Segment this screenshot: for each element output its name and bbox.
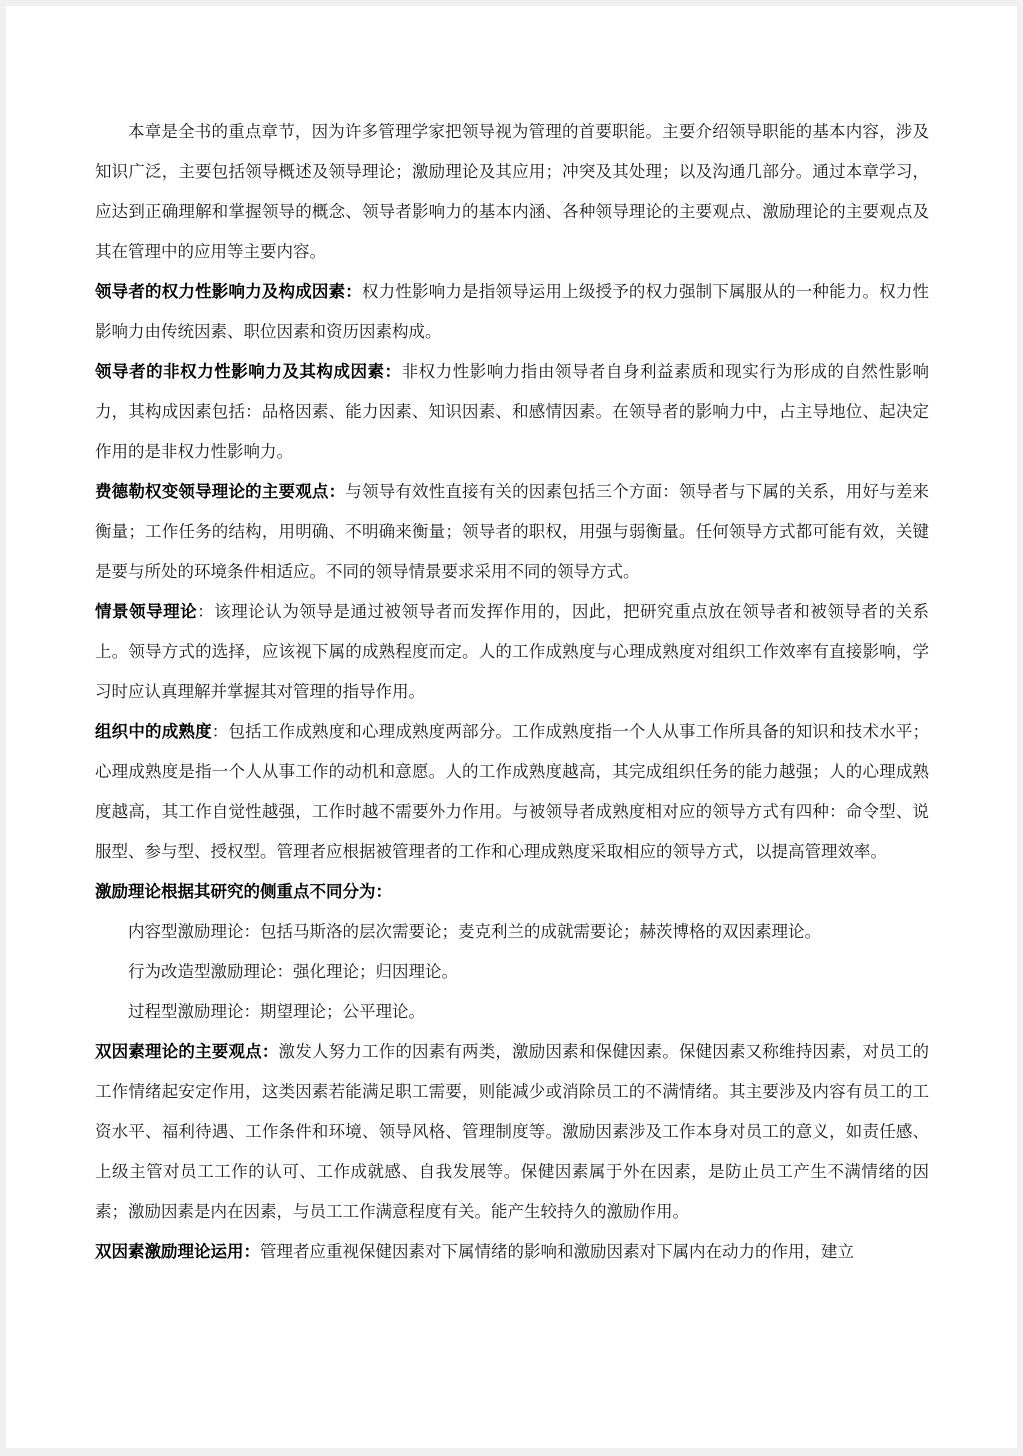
paragraph-text: 与领导有效性直接有关的因素包括三个方面：领导者与下属的关系，用好与差来衡量；工作任务的结构，用明确、不明确来衡量；领导者的职权，用强与弱衡量。任何领导方式都可能有效，关键是要与所处的环境条件相适应。不同的领导情景要求采用不同的领导方式。 [95, 482, 930, 581]
paragraph-text: 权力性影响力是指领导运用上级授予的权力强制下属服从的一种能力。权力性影响力由传统因素、职位因素和资历因素构成。 [95, 282, 930, 341]
document-body [95, 112, 929, 1272]
term-heading: 双因素理论的主要观点： [95, 1042, 279, 1061]
motivation-item-behavior: 行为改造型激励理论：强化理论；归因理论。 [128, 962, 458, 981]
paragraph-power-influence [95, 272, 929, 352]
term-heading: 组织中的成熟度 [95, 722, 212, 741]
paragraph-text: ：该理论认为领导是通过被领导者而发挥作用的，因此，把研究重点放在领导者和被领导者的关系上。领导方式的选择，应该视下属的成熟程度而定。人的工作成熟度与心理成熟度对组织工作效率有直接影响，学习时应认真理解并掌握其对管理的指导作用。 [95, 602, 929, 701]
term-heading: 双因素激励理论运用： [95, 1242, 260, 1261]
paragraph-non-power-influence [95, 352, 929, 472]
term-heading: 领导者的权力性影响力及构成因素： [95, 282, 362, 301]
paragraph-situational-leadership [95, 592, 929, 712]
paragraph-two-factor [95, 1032, 929, 1232]
term-heading: 领导者的非权力性影响力及其构成因素： [95, 362, 402, 381]
paragraph-text: ：包括工作成熟度和心理成熟度两部分。工作成熟度指一个人从事工作所具备的知识和技术水平；心理成熟度是指一个人从事工作的动机和意愿。人的工作成熟度越高，其完成组织任务的能力越强；人的心理成熟度越高，其工作自觉性越强，工作时越不需要外力作用。与被领导者成熟度相对应的领导方式有四种：命令型、说服型、参与型、授权型。管理者应根据被管理者的工作和心理成熟度采取相应的领导方式，以提高管理效率。 [95, 722, 930, 861]
motivation-heading [95, 872, 929, 912]
term-heading: 情景领导理论 [95, 602, 198, 621]
paragraph-fiedler-theory [95, 472, 929, 592]
term-heading: 费德勒权变领导理论的主要观点： [95, 482, 346, 501]
paragraph-maturity [95, 712, 929, 872]
document-page [6, 6, 1017, 1448]
term-heading: 激励理论根据其研究的侧重点不同分为： [95, 882, 392, 901]
intro-paragraph: 本章是全书的重点章节，因为许多管理学家把领导视为管理的首要职能。主要介绍领导职能的基本内容，涉及知识广泛，主要包括领导概述及领导理论；激励理论及其应用；冲突及其处理；以及沟通几部分。通过本章学习，应达到正确理解和掌握领导的概念、领导者影响力的基本内涵、各种领导理论的主要观点、激励理论的主要观点及其在管理中的应用等主要内容。 [95, 122, 929, 261]
paragraph-text: 管理者应重视保健因素对下属情绪的影响和激励因素对下属内在动力的作用，建立 [260, 1242, 854, 1261]
paragraph-text: 激发人努力工作的因素有两类，激励因素和保健因素。保健因素又称维持因素，对员工的工作情绪起安定作用，这类因素若能满足职工需要，则能减少或消除员工的不满情绪。其主要涉及内容有员工的工资水平、福利待遇、工作条件和环境、领导风格、管理制度等。激励因素涉及工作本身对员工的意义，如责任感、上级主管对员工工作的认可、工作成就感、自我发展等。保健因素属于外在因素，是防止员工产生不满情绪的因素；激励因素是内在因素，与员工工作满意程度有关。能产生较持久的激励作用。 [95, 1042, 930, 1221]
paragraph-text: 非权力性影响力指由领导者自身利益素质和现实行为形成的自然性影响力，其构成因素包括：品格因素、能力因素、知识因素、和感情因素。在领导者的影响力中，占主导地位、起决定作用的是非权力性影响力。 [95, 362, 929, 461]
paragraph-two-factor-apply [95, 1232, 929, 1272]
motivation-item-content: 内容型激励理论：包括马斯洛的层次需要论；麦克利兰的成就需要论；赫茨博格的双因素理论。 [128, 922, 821, 941]
motivation-item-process: 过程型激励理论：期望理论；公平理论。 [128, 1002, 425, 1021]
